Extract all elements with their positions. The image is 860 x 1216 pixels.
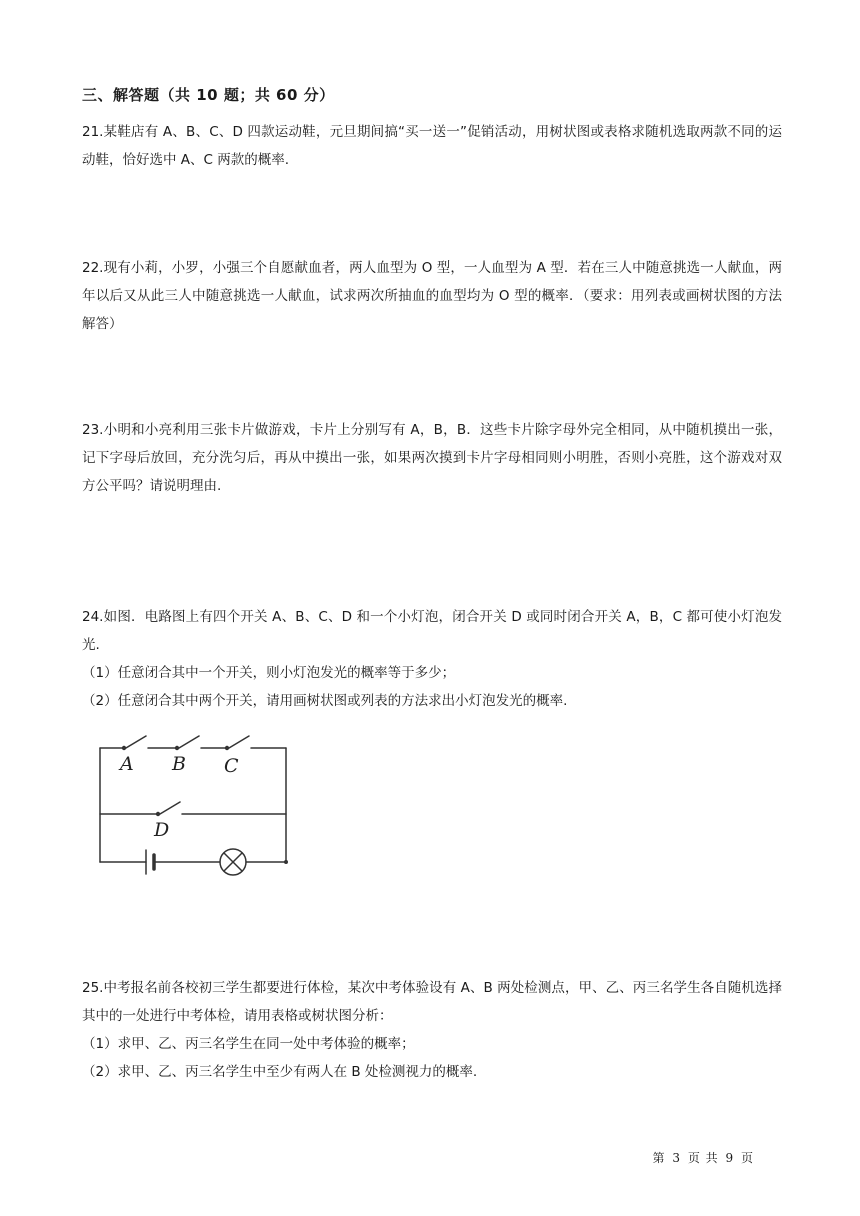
question-21	[82, 118, 782, 174]
page-footer	[652, 1149, 755, 1166]
switch-a-label: A	[120, 753, 134, 775]
section-title: 三、解答题（共 10 题；共 60 分）	[82, 86, 335, 104]
question-24-part-1: （1）任意闭合其中一个开关，则小灯泡发光的概率等于多少；	[82, 665, 456, 681]
footer-page-number: 3	[672, 1151, 682, 1165]
switch-a-lever	[126, 736, 146, 748]
question-22	[82, 254, 782, 338]
switch-b-label: B	[172, 753, 186, 775]
switch-c-pivot	[225, 746, 229, 750]
footer-middle: 页 共	[687, 1151, 719, 1165]
question-25-text: 25.中考报名前各校初三学生都要进行体检，某次中考体验设有 A、B 两处检测点，甲、乙、丙三名学生各自随机选择其中的一处进行中考体检，请用表格或树状图分析：	[82, 980, 782, 1024]
junction-dot	[284, 860, 288, 864]
question-25	[82, 974, 782, 1086]
switch-b-lever	[179, 736, 199, 748]
question-21-text: 21.某鞋店有 A、B、C、D 四款运动鞋，元旦期间搞“买一送一”促销活动，用树状图或表格求随机选取两款不同的运动鞋，恰好选中 A、C 两款的概率.	[82, 124, 782, 168]
question-23	[82, 416, 782, 500]
switch-a-pivot	[122, 746, 126, 750]
question-22-text: 22.现有小莉，小罗，小强三个自愿献血者，两人血型为 O 型，一人血型为 A 型．若在三人中随意挑选一人献血，两年以后又从此三人中随意挑选一人献血，试求两次所抽血的血型均为 O 型的概率．（要求：用列表或画树状图的方法解答）	[82, 260, 782, 332]
question-25-part-2: （2）求甲、乙、丙三名学生中至少有两人在 B 处检测视力的概率.	[82, 1064, 478, 1080]
switch-b-pivot	[175, 746, 179, 750]
switch-d-label: D	[154, 819, 170, 841]
question-24	[82, 603, 782, 715]
question-24-text: 24.如图．电路图上有四个开关 A、B、C、D 和一个小灯泡，闭合开关 D 或同时闭合开关 A，B，C 都可使小灯泡发光.	[82, 609, 782, 653]
footer-total-pages: 9	[725, 1151, 735, 1165]
question-23-text: 23.小明和小亮利用三张卡片做游戏，卡片上分别写有 A，B，B．这些卡片除字母外完全相同，从中随机摸出一张，记下字母后放回，充分洗匀后，再从中摸出一张，如果两次摸到卡片字母相同则小明胜，否则小亮胜，这个游戏对双方公平吗？请说明理由.	[82, 422, 782, 494]
footer-prefix: 第	[652, 1151, 666, 1165]
question-25-part-1: （1）求甲、乙、丙三名学生在同一处中考体验的概率；	[82, 1036, 415, 1052]
switch-d-pivot	[156, 812, 160, 816]
circuit-diagram	[96, 728, 296, 888]
footer-suffix: 页	[740, 1151, 754, 1165]
switch-c-label: C	[224, 755, 239, 777]
question-24-part-2: （2）任意闭合其中两个开关，请用画树状图或列表的方法求出小灯泡发光的概率.	[82, 693, 568, 709]
switch-d-lever	[160, 802, 180, 814]
switch-c-lever	[229, 736, 249, 748]
